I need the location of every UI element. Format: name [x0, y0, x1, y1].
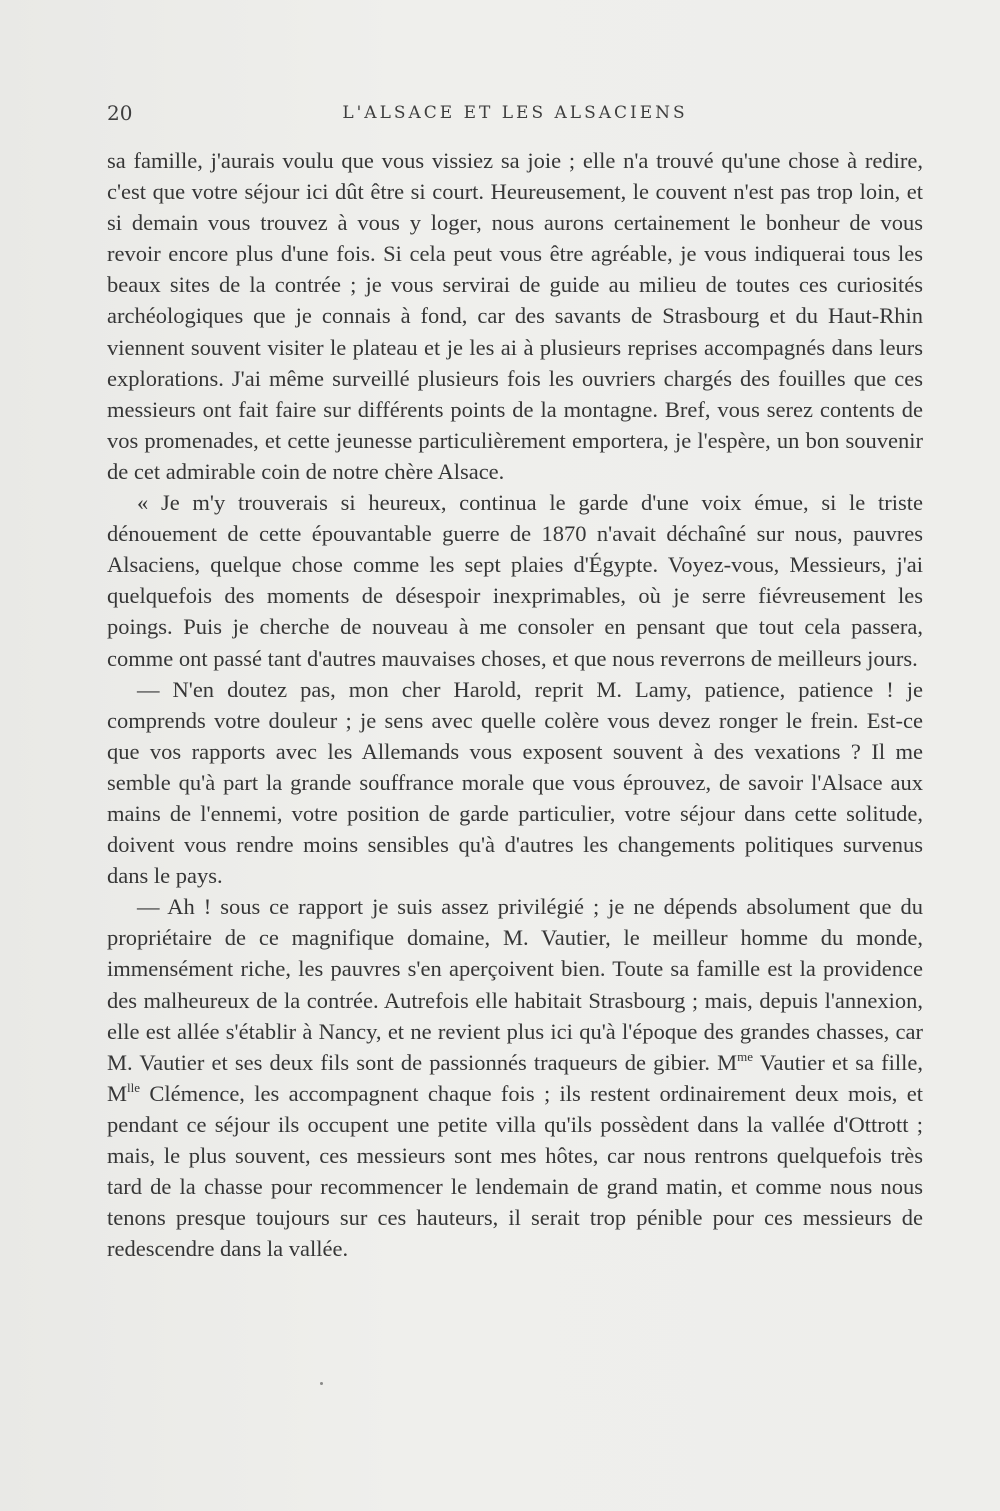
page-header [107, 98, 923, 128]
body-text [107, 145, 923, 1264]
superscript-me: me [737, 1048, 754, 1064]
running-head: L'ALSACE ET LES ALSACIENS [342, 103, 688, 123]
text-run: Clémence, les accompagnent chaque fois ; ils restent ordinairement deux mois, et pendant ce séjour ils occupent une petite villa qu'ils possèdent dans la vallée d'Ottrott ; mais, le plus souvent, ces messieurs sont mes hôtes, car nous rentrons quelquefois très tard de la chasse pour recommencer le lendemain de grand matin, et comme nous nous tenons presque toujours sur ces hauteurs, il serait trop pénible pour ces messieurs de redescendre dans la vallée. [107, 1080, 923, 1262]
superscript-lle: lle [127, 1079, 141, 1095]
paragraph-lamy-reply: — N'en doutez pas, mon cher Harold, reprit M. Lamy, patience, patience ! je comprends votre douleur ; je sens avec quelle colère vous devez ronger le frein. Est-ce que vos rapports avec les Allemands vous exposent souvent à des vexations ? Il me semble qu'à part la grande souffrance morale que vous éprouvez, de savoir l'Alsace aux mains de l'ennemi, votre position de garde particulier, votre séjour dans cette solitude, doivent vous rendre moins sensibles qu'à d'autres les changements politiques survenus dans le pays. [107, 676, 923, 889]
page-number: 20 [107, 101, 133, 125]
paper-speck [320, 1382, 323, 1385]
paragraph-garde-speech: « Je m'y trouverais si heureux, continua le garde d'une voix émue, si le triste dénouement de cette épouvantable guerre de 1870 n'avait déchaîné sur nous, pauvres Alsaciens, quelque chose comme les sept plaies d'Égypte. Voyez-vous, Messieurs, j'ai quelquefois des moments de désespoir inexprimables, où je serre fiévreusement les poings. Puis je cherche de nouveau à me consoler en pensant que tout cela passera, comme ont passé tant d'autres mauvaises choses, et que nous reverrons de meilleurs jours. [107, 490, 923, 671]
text-run: Vautier et sa fille, M [107, 1049, 924, 1106]
paragraph-garde-answer [107, 891, 923, 1264]
text-run: — Ah ! sous ce rapport je suis assez privilégié ; je ne dépends absolument que du propriétaire de ce magnifique domaine, M. Vautier, le meilleur homme du monde, immensément riche, les pauvres s'en aperçoivent bien. Toute sa famille est la providence des malheureux de la contrée. Autrefois elle habitait Strasbourg ; mais, depuis l'annexion, elle est allée s'établir à Nancy, et ne revient plus ici qu'à l'époque des grandes chasses, car M. Vautier et ses deux fils sont de passionnés traqueurs de gibier. M [107, 894, 923, 1075]
paragraph-continuation: sa famille, j'aurais voulu que vous vissiez sa joie ; elle n'a trouvé qu'une chose à redire, c'est que votre séjour ici dût être si court. Heureusement, le couvent n'est pas trop loin, et si demain vous trouvez à vous y loger, nous aurons certainement le bonheur de vous revoir encore plus d'une fois. Si cela peut vous être agréable, je vous indiquerai tous les beaux sites de la contrée ; je vous servirai de guide au milieu de toutes ces curiosités archéologiques que je connais à fond, car des savants de Strasbourg et du Haut-Rhin viennent souvent visiter le plateau et je les ai à plusieurs reprises accompagnés dans leurs explorations. J'ai même surveillé plusieurs fois les ouvriers chargés des fouilles que ces messieurs ont fait faire sur différents points de la montagne. Bref, vous serez contents de vos promenades, et cette jeunesse particulièrement emportera, je l'espère, un bon souvenir de cet admirable coin de notre chère Alsace. [107, 148, 923, 484]
